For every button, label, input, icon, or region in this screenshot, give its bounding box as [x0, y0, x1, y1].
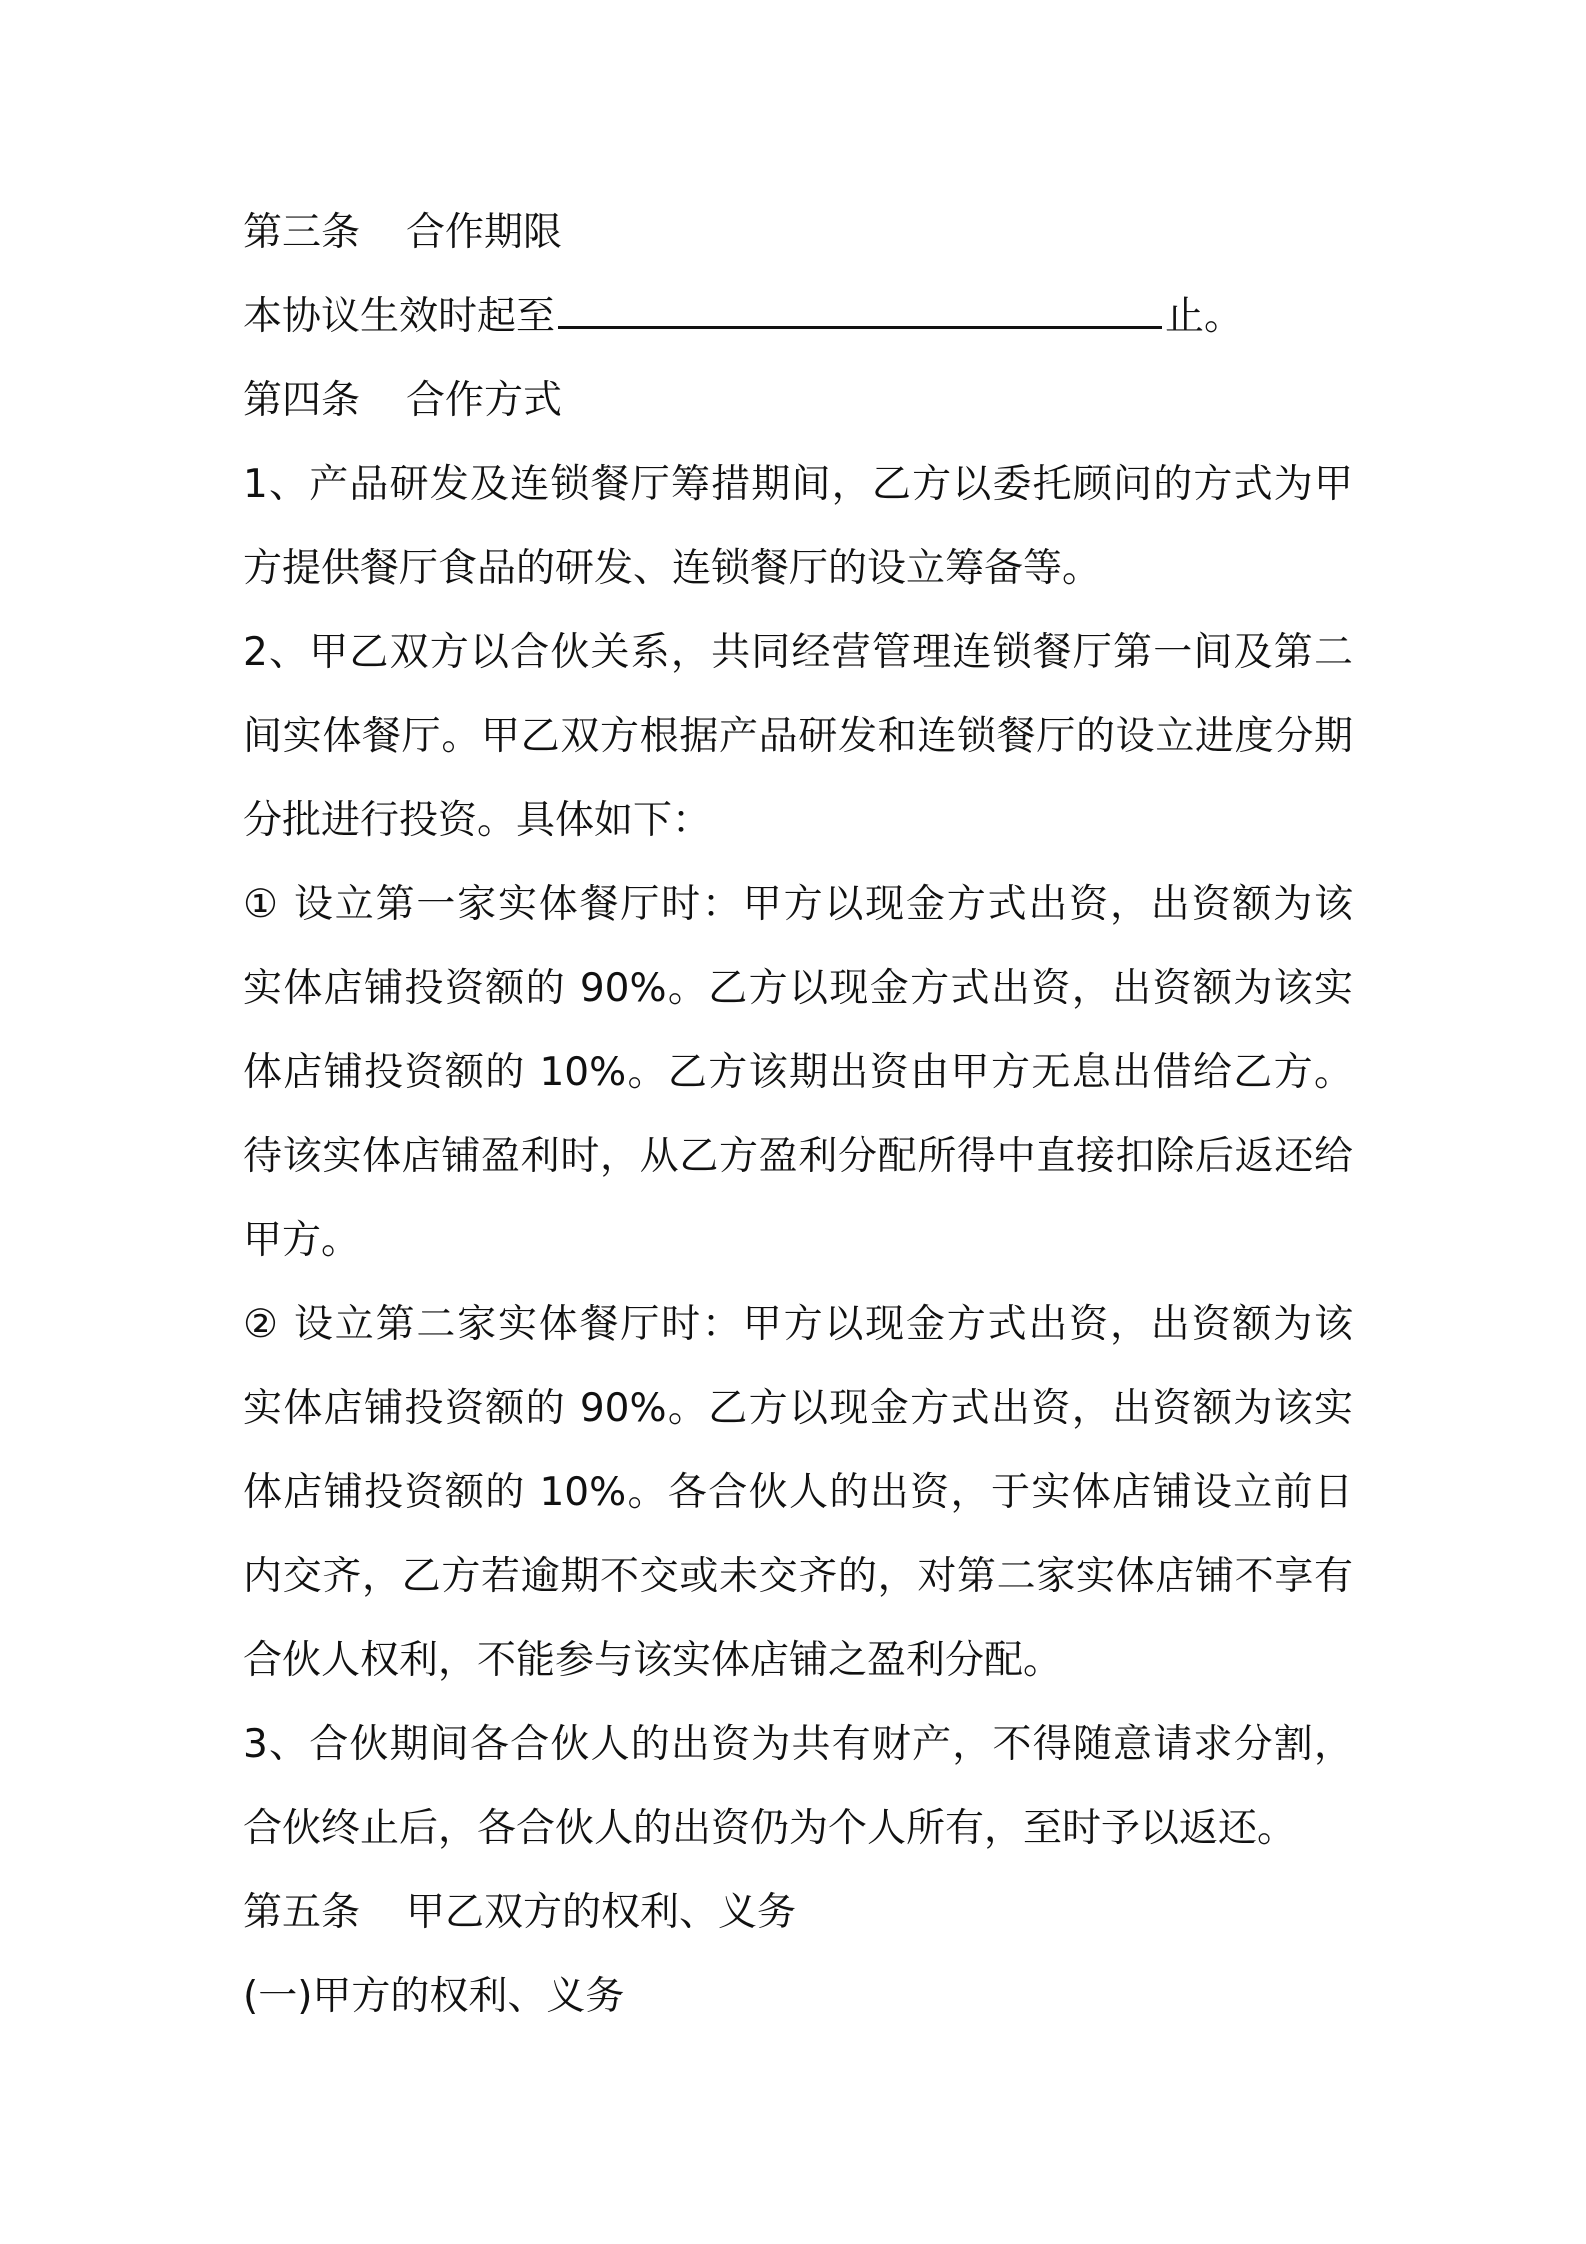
paragraph-1 [243, 443, 1353, 611]
paragraph-2 [243, 611, 1353, 863]
paragraph-line: 体店铺投资额的 10%。乙方该期出资由甲方无息出借给乙方。 [243, 1050, 1353, 1095]
article-3-heading [243, 191, 1353, 275]
paragraph-line: 体店铺投资额的 10%。各合伙人的出资，于实体店铺设立前日 [243, 1470, 1353, 1515]
paragraph-line: 合伙终止后，各合伙人的出资仍为个人所有，至时予以返还。 [243, 1806, 1297, 1851]
paragraph-line: 待该实体店铺盈利时，从乙方盈利分配所得中直接扣除后返还给 [243, 1134, 1353, 1179]
paragraph-line: 3、合伙期间各合伙人的出资为共有财产，不得随意请求分割， [243, 1722, 1353, 1767]
paragraph-3 [243, 1703, 1353, 1871]
term-suffix: 止。 [1165, 294, 1244, 339]
document-page [243, 191, 1353, 2039]
paragraph-line: 甲方。 [243, 1218, 361, 1263]
article-3-title: 合作期限 [406, 210, 563, 255]
article-4-title: 合作方式 [406, 378, 563, 423]
paragraph-line: ② 设立第二家实体餐厅时：甲方以现金方式出资，出资额为该 [243, 1302, 1353, 1347]
paragraph-line: 合伙人权利，不能参与该实体店铺之盈利分配。 [243, 1638, 1063, 1683]
paragraph-line: 实体店铺投资额的 90%。乙方以现金方式出资，出资额为该实 [243, 966, 1353, 1011]
article-3-term-line [243, 275, 1353, 359]
article-5-heading [243, 1871, 1353, 1955]
paragraph-line: 方提供餐厅食品的研发、连锁餐厅的设立筹备等。 [243, 546, 1102, 591]
paragraph-line: ① 设立第一家实体餐厅时：甲方以现金方式出资，出资额为该 [243, 882, 1353, 927]
article-4-heading [243, 359, 1353, 443]
item-2 [243, 1283, 1353, 1703]
article-5-number: 第五条 [243, 1890, 361, 1935]
term-prefix: 本协议生效时起至 [243, 294, 556, 339]
paragraph-line: 实体店铺投资额的 90%。乙方以现金方式出资，出资额为该实 [243, 1386, 1353, 1431]
article-5-title: 甲乙双方的权利、义务 [406, 1890, 797, 1935]
paragraph-line: 内交齐，乙方若逾期不交或未交齐的，对第二家实体店铺不享有 [243, 1554, 1353, 1599]
item-1 [243, 863, 1353, 1283]
paragraph-line: 1、产品研发及连锁餐厅筹措期间，乙方以委托顾问的方式为甲 [243, 462, 1353, 507]
article-5-subheading: (一)甲方的权利、义务 [243, 1974, 625, 2019]
article-4-number: 第四条 [243, 378, 361, 423]
article-3-number: 第三条 [243, 210, 361, 255]
term-blank-field [558, 289, 1162, 329]
paragraph-line: 分批进行投资。具体如下： [243, 798, 712, 843]
paragraph-line: 2、甲乙双方以合伙关系，共同经营管理连锁餐厅第一间及第二 [243, 630, 1353, 675]
paragraph-line: 间实体餐厅。甲乙双方根据产品研发和连锁餐厅的设立进度分期 [243, 714, 1353, 759]
